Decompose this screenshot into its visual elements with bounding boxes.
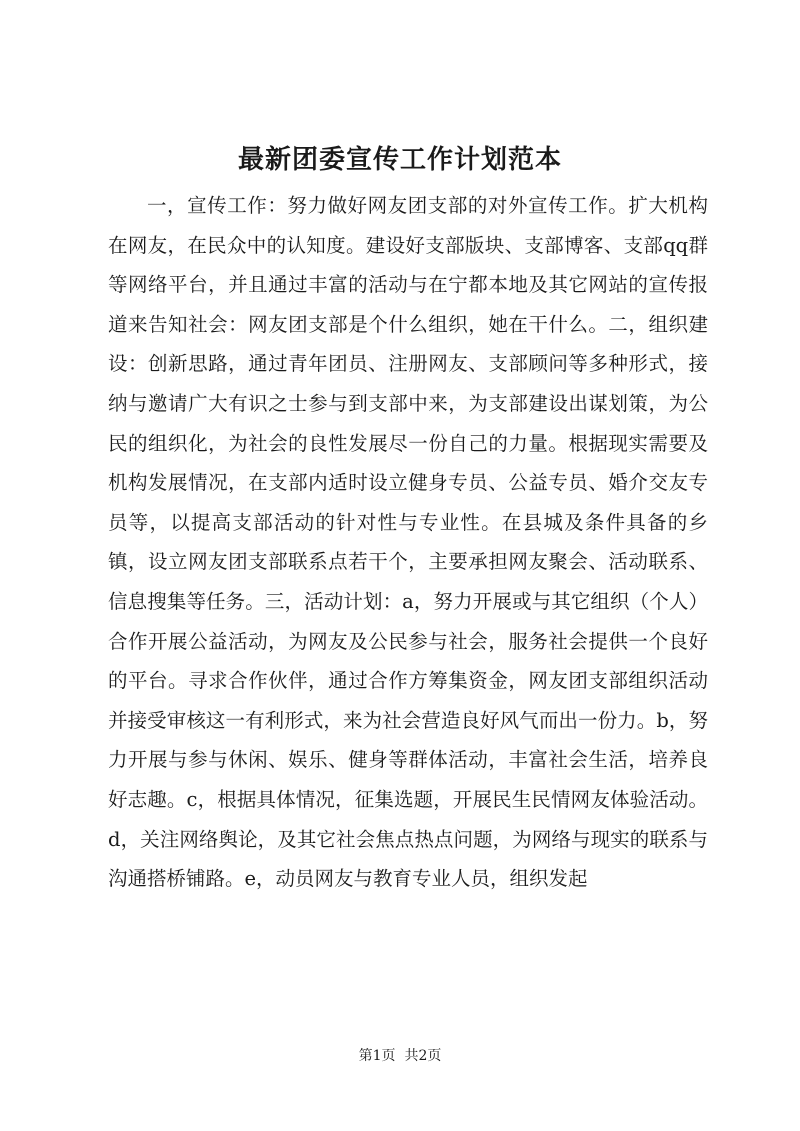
document-title: 最新团委宣传工作计划范本 xyxy=(237,145,562,175)
page-number-label: 第1页 共2页 xyxy=(358,1048,442,1064)
document-body-paragraph: 一，宣传工作：努力做好网友团支部的对外宣传工作。扩大机构在网友，在民众中的认知度。建设好支部版块、支部博客、支部qq群等网络平台，并且通过丰富的活动与在宁都本地及其它网站的宣传报道来告知社会：网友团支部是个什么组织，她在干什么。二，组织建设：创新思路，通过青年团员、注册网友、支部顾问等多种形式，接纳与邀请广大有识之士参与到支部中来，为支部建设出谋划策，为公民的组织化，为社会的良性发展尽一份自己的力量。根据现实需要及机构发展情况，在支部内适时设立健身专员、公益专员、婚介交友专员等，以提高支部活动的针对性与专业性。在县城及条件具备的乡镇，设立网友团支部联系点若干个，主要承担网友聚会、活动联系、信息搜集等任务。三，活动计划：a，努力开展或与其它组织（个人）合作开展公益活动，为网友及公民参与社会，服务社会提供一个良好的平台。寻求合作伙伴，通过合作方筹集资金，网友团支部组织活动并接受审核这一有利形式，来为社会营造良好风气而出一份力。b，努力开展与参与休闲、娱乐、健身等群体活动，丰富社会生活，培养良好志趣。c，根据具体情况，征集选题，开展民生民情网友体验活动。d，关注网络舆论，及其它社会焦点热点问题，为网络与现实的联系与沟通搭桥铺路。e，动员网友与教育专业人员，组织发起 xyxy=(108,194,708,891)
page-footer xyxy=(0,1046,800,1066)
